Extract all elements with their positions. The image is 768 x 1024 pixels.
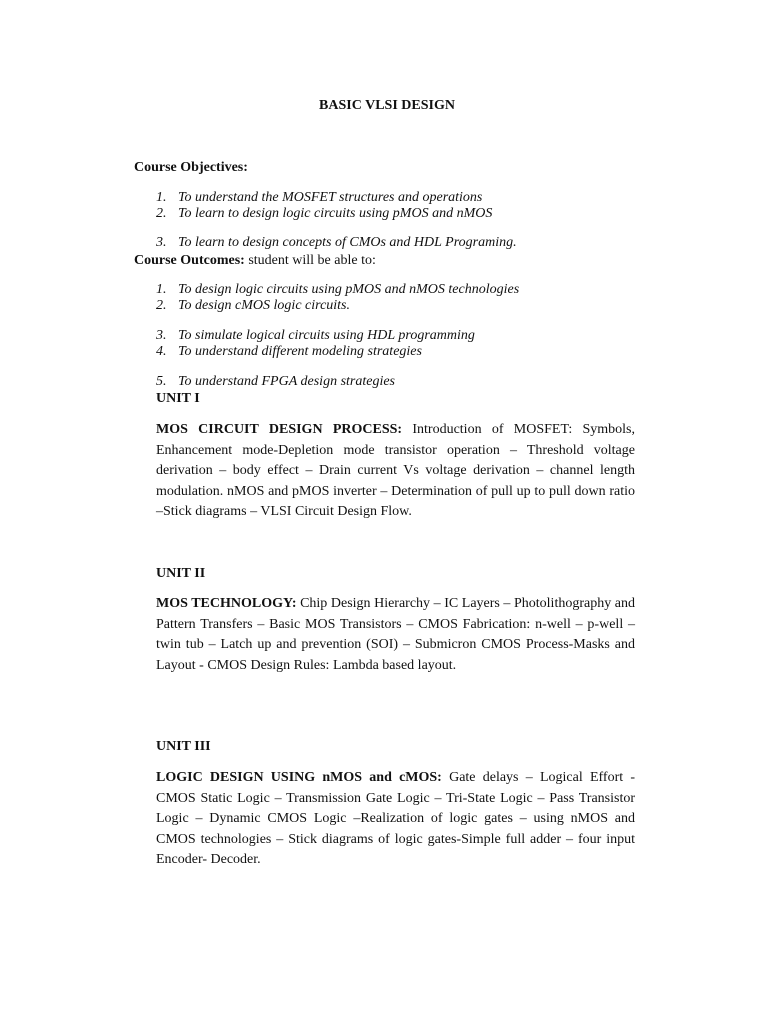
unit-1-paragraph [156, 420, 635, 523]
outcomes-heading-rest: student will be able to: [244, 253, 376, 268]
unit-3-heading: LOGIC DESIGN USING nMOS and cMOS: [156, 770, 442, 785]
unit-1-heading: MOS CIRCUIT DESIGN PROCESS: [156, 422, 403, 437]
unit-2-label: UNIT II [156, 566, 206, 581]
unit-3-paragraph [156, 768, 635, 871]
outcome-number: 1. [156, 282, 167, 297]
outcome-text: To understand different modeling strategies [178, 344, 422, 359]
objective-number: 1. [156, 190, 167, 205]
outcome-number: 3. [156, 328, 167, 343]
outcome-text: To design logic circuits using pMOS and nMOS technologies [178, 282, 520, 297]
unit-2-paragraph [156, 594, 635, 676]
unit-1-body: Introduction of MOSFET: Symbols, Enhancement mode-Depletion mode transistor operation – Threshold voltage derivation – body effect – Drain current Vs voltage derivation – channel length modulation. nMOS and pMOS inverter – Determination of pull up to pull down ratio –Stick diagrams – VLSI Circuit Design Flow. [156, 422, 636, 519]
objective-text: To learn to design concepts of CMOs and HDL Programing. [178, 235, 517, 250]
objective-number: 2. [156, 206, 167, 221]
objectives-heading-label: Course Objectives: [134, 160, 248, 175]
outcome-number: 2. [156, 298, 167, 313]
unit-3-body: Gate delays – Logical Effort - CMOS Static Logic – Transmission Gate Logic – Tri-State Logic – Pass Transistor Logic – Dynamic CMOS Logic –Realization of logic gates – using nMOS and CMOS technologies – Stick diagrams of logic gates-Simple full adder – four input Encoder- Decoder. [156, 770, 636, 867]
outcomes-heading [134, 251, 376, 271]
outcomes-heading-label: Course Outcomes: [134, 253, 245, 268]
document-title: BASIC VLSI DESIGN [319, 98, 455, 113]
unit-2-body: Chip Design Hierarchy – IC Layers – Photolithography and Pattern Transfers – Basic MOS Transistors – CMOS Fabrication: n-well – p-well – twin tub – Latch up and prevention (SOI) – Submicron CMOS Process-Masks and Layout - CMOS Design Rules: Lambda based layout. [156, 596, 635, 673]
objective-number: 3. [156, 235, 167, 250]
outcome-text: To design cMOS logic circuits. [178, 298, 351, 313]
unit-1-label: UNIT I [156, 391, 200, 406]
objectives-heading [134, 158, 248, 178]
outcome-text: To understand FPGA design strategies [178, 374, 396, 389]
objective-text: To learn to design logic circuits using pMOS and nMOS [178, 206, 493, 221]
unit-2-heading: MOS TECHNOLOGY: [156, 596, 297, 611]
outcome-number: 4. [156, 344, 167, 359]
objective-text: To understand the MOSFET structures and operations [178, 190, 483, 205]
unit-3-label: UNIT III [156, 739, 211, 754]
outcome-number: 5. [156, 374, 167, 389]
outcome-text: To simulate logical circuits using HDL programming [178, 328, 475, 343]
